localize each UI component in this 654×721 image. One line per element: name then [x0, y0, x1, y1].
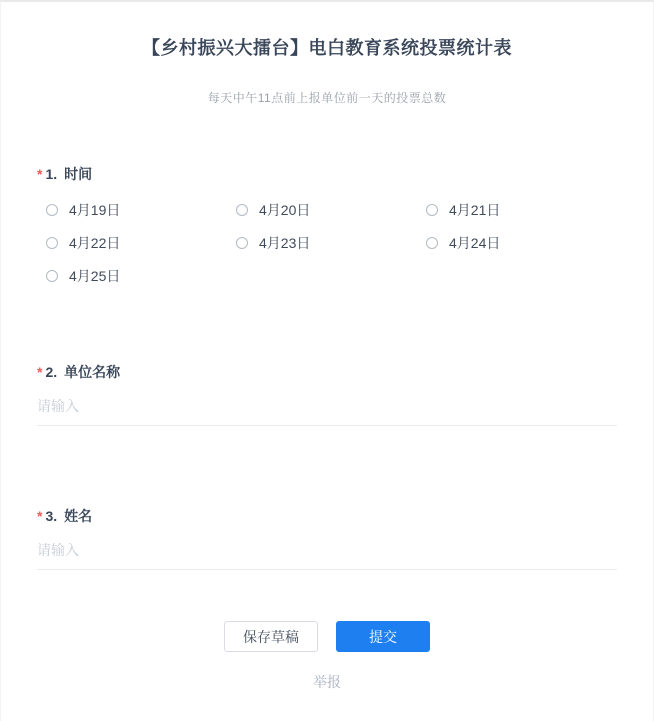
question-number: 2. — [45, 364, 58, 380]
question-name — [1, 506, 653, 570]
question-time — [1, 164, 653, 284]
radio-icon — [46, 270, 58, 282]
radio-option[interactable] — [236, 202, 426, 218]
radio-option-label: 4月22日 — [69, 235, 121, 251]
radio-option[interactable] — [46, 202, 236, 218]
save-draft-button[interactable]: 保存草稿 — [224, 621, 318, 652]
required-star: * — [37, 508, 43, 524]
submit-button[interactable]: 提交 — [336, 621, 430, 652]
radio-option-label: 4月19日 — [69, 202, 121, 218]
radio-option-label: 4月23日 — [259, 235, 311, 251]
form-title: 【乡村振兴大擂台】电白教育系统投票统计表 — [142, 38, 512, 58]
question-label: 单位名称 — [64, 364, 121, 380]
question-time-label-row — [37, 164, 617, 184]
name-input[interactable] — [37, 526, 617, 570]
question-label: 姓名 — [64, 508, 93, 524]
form-header — [1, 34, 653, 106]
question-name-label-row — [37, 506, 617, 526]
radio-icon — [426, 237, 438, 249]
radio-option[interactable] — [46, 235, 236, 251]
question-number: 1. — [45, 166, 58, 182]
required-star: * — [37, 166, 43, 182]
question-number: 3. — [45, 508, 58, 524]
radio-option[interactable] — [426, 202, 616, 218]
radio-option-label: 4月24日 — [449, 235, 501, 251]
radio-option[interactable] — [46, 268, 236, 284]
radio-icon — [426, 204, 438, 216]
radio-options-grid — [37, 202, 617, 284]
question-label: 时间 — [64, 166, 93, 182]
radio-icon — [236, 204, 248, 216]
radio-option-label: 4月21日 — [449, 202, 501, 218]
required-star: * — [37, 364, 43, 380]
radio-option-label: 4月20日 — [259, 202, 311, 218]
form-subtitle: 每天中午11点前上报单位前一天的投票总数 — [207, 91, 447, 105]
radio-option[interactable] — [426, 235, 616, 251]
actions-row — [1, 621, 653, 652]
question-unit-label-row — [37, 362, 617, 382]
footer — [1, 672, 653, 692]
radio-icon — [46, 237, 58, 249]
unit-name-input[interactable] — [37, 382, 617, 426]
radio-icon — [46, 204, 58, 216]
question-unit-name — [1, 362, 653, 426]
radio-option[interactable] — [236, 235, 426, 251]
radio-option-label: 4月25日 — [69, 268, 121, 284]
report-link[interactable]: 举报 — [313, 674, 341, 690]
radio-icon — [236, 237, 248, 249]
